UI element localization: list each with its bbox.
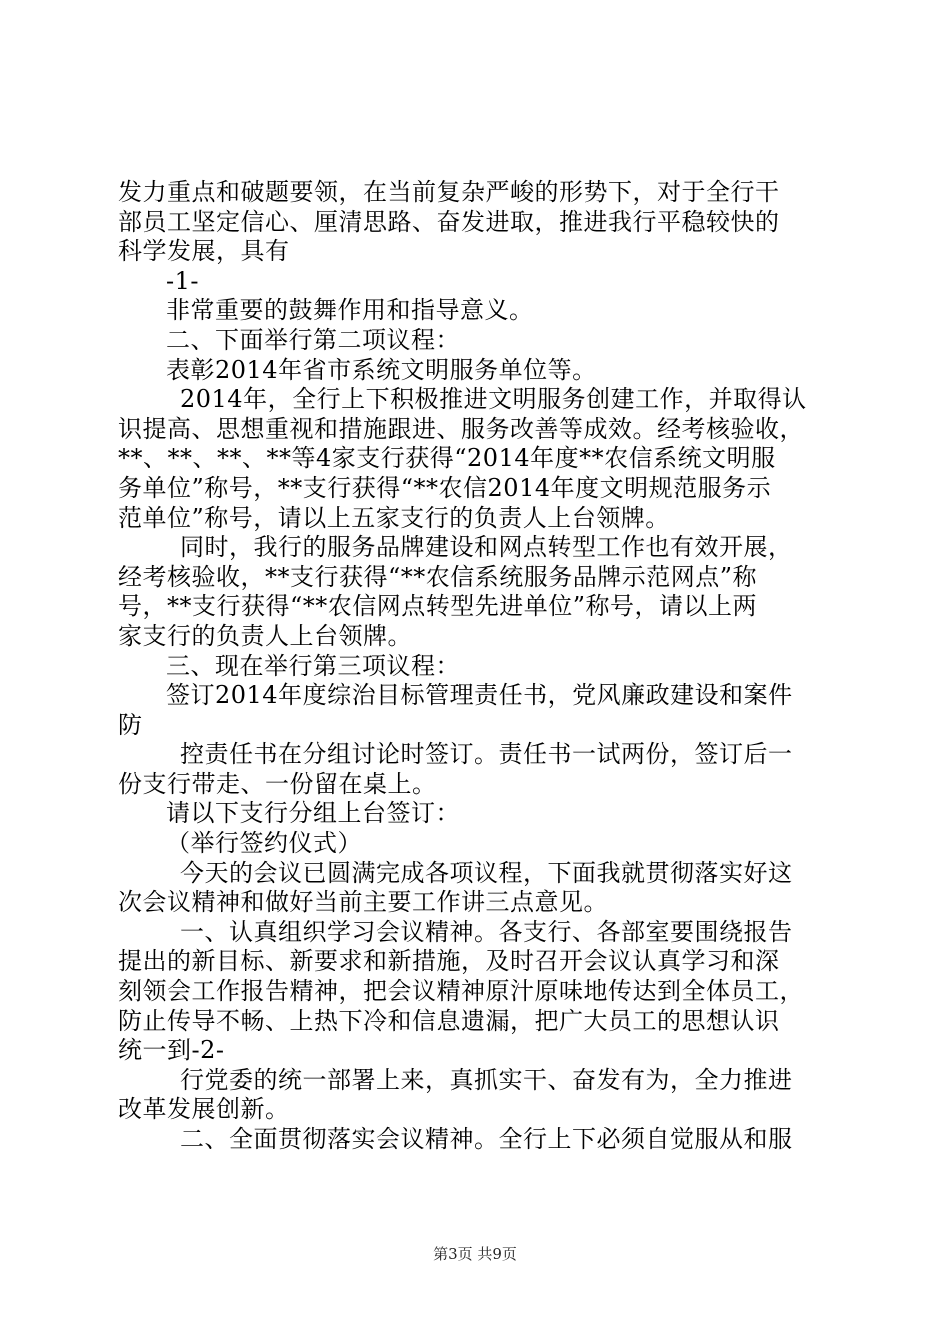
text-line: 号，**支行获得“**农信网点转型先进单位”称号，请以上两 bbox=[118, 592, 758, 621]
text-line: 非常重要的鼓舞作用和指导意义。 bbox=[166, 296, 534, 325]
text-line: 表彰2014年省市系统文明服务单位等。 bbox=[166, 355, 597, 384]
text-line: 经考核验收，**支行获得“**农信系统服务品牌示范网点”称 bbox=[118, 562, 758, 591]
text-line: 识提高、思想重视和措施跟进、服务改善等成效。经考核验收， bbox=[118, 414, 804, 443]
text-line: 今天的会议已圆满完成各项议程，下面我就贯彻落实好这 bbox=[180, 858, 793, 887]
page-footer: 第3页 共9页 bbox=[433, 1245, 517, 1263]
text-line: 二、下面举行第二项议程： bbox=[166, 325, 460, 354]
text-line: 次会议精神和做好当前主要工作讲三点意见。 bbox=[118, 888, 608, 917]
text-line: 刻领会工作报告精神，把会议精神原汁原味地传达到全体员工， bbox=[118, 977, 804, 1006]
text-line: **、**、**、**等4家支行获得“2014年度**农信系统文明服 bbox=[118, 444, 776, 473]
text-line: 同时，我行的服务品牌建设和网点转型工作也有效开展， bbox=[180, 533, 793, 562]
text-line: 控责任书在分组讨论时签订。责任书一试两份，签订后一 bbox=[180, 740, 793, 769]
text-line: 防 bbox=[118, 710, 143, 739]
text-line: 务单位”称号，**支行获得“**农信2014年度文明规范服务示 bbox=[118, 473, 772, 502]
text-line: 签订2014年度综治目标管理责任书，党风廉政建设和案件 bbox=[166, 681, 793, 710]
text-line: 部员工坚定信心、厘清思路、奋发进取，推进我行平稳较快的 bbox=[118, 207, 780, 236]
text-line: 发力重点和破题要领，在当前复杂严峻的形势下，对于全行干 bbox=[118, 178, 780, 206]
text-line: 统一到-2- bbox=[118, 1036, 225, 1065]
text-line: （举行签约仪式） bbox=[166, 829, 362, 858]
document-body bbox=[118, 178, 838, 1155]
text-line: 三、现在举行第三项议程： bbox=[166, 651, 460, 680]
text-line: 防止传导不畅、上热下冷和信息遗漏，把广大员工的思想认识 bbox=[118, 1006, 780, 1035]
text-line: -1- bbox=[166, 266, 199, 295]
text-line: 提出的新目标、新要求和新措施，及时召开会议认真学习和深 bbox=[118, 947, 780, 976]
text-line: 科学发展，具有 bbox=[118, 237, 290, 266]
text-line: 家支行的负责人上台领牌。 bbox=[118, 621, 412, 650]
text-line: 行党委的统一部署上来，真抓实干、奋发有为，全力推进 bbox=[180, 1065, 793, 1094]
text-line: 2014年，全行上下积极推进文明服务创建工作，并取得认 bbox=[180, 385, 807, 414]
text-line: 请以下支行分组上台签订： bbox=[166, 799, 460, 828]
text-line: 改革发展创新。 bbox=[118, 1095, 290, 1124]
text-line: 份支行带走、一份留在桌上。 bbox=[118, 769, 437, 798]
text-line: 范单位”称号，请以上五家支行的负责人上台领牌。 bbox=[118, 503, 670, 532]
text-line: 一、认真组织学习会议精神。各支行、各部室要围绕报告 bbox=[180, 917, 793, 946]
text-line: 二、全面贯彻落实会议精神。全行上下必须自觉服从和服 bbox=[180, 1125, 793, 1153]
